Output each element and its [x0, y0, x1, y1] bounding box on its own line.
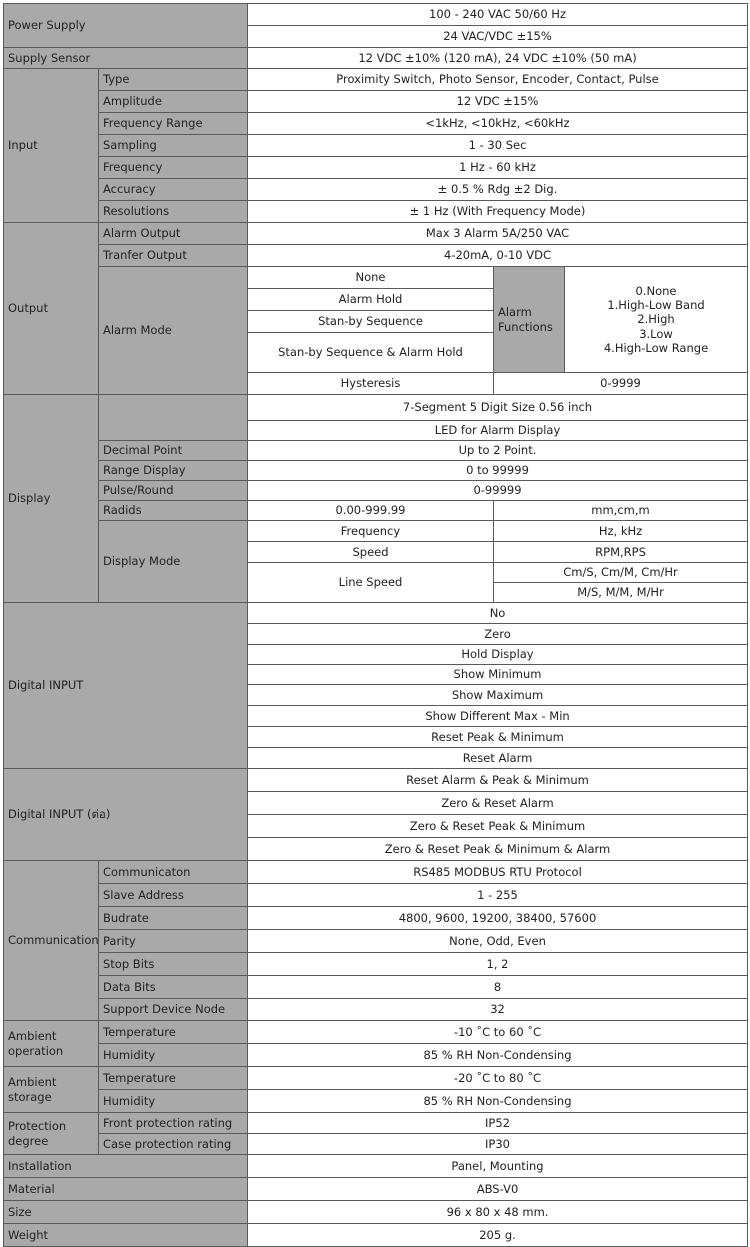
alarm-function-item: 1.High-Low Band: [607, 297, 705, 312]
spec-value: 1 Hz - 60 kHz: [248, 157, 748, 179]
spec-value: IP30: [248, 1134, 748, 1155]
spec-value: 12 VDC ±15%: [248, 91, 748, 113]
section-label: Protection degree: [4, 1113, 99, 1155]
table-row: [4, 91, 748, 113]
spec-value: Hold Display: [248, 645, 748, 665]
spec-value: Up to 2 Point.: [248, 441, 748, 461]
section-label: Output: [4, 223, 99, 395]
spec-value: No: [248, 603, 748, 624]
table-row: [4, 135, 748, 157]
spec-label: Budrate: [99, 907, 248, 930]
spec-value: Zero: [248, 624, 748, 645]
spec-value: Max 3 Alarm 5A/250 VAC: [248, 223, 748, 245]
spec-value: 4800, 9600, 19200, 38400, 57600: [248, 907, 748, 930]
table-row: [4, 245, 748, 267]
display-mode-unit: RPM,RPS: [494, 542, 748, 563]
spec-label: Frequency: [99, 157, 248, 179]
spec-value: Show Different Max - Min: [248, 706, 748, 727]
alarm-mode-value: Stan-by Sequence: [248, 311, 494, 333]
spec-label: Parity: [99, 930, 248, 953]
spec-value: Reset Alarm & Peak & Minimum: [248, 769, 748, 792]
spec-value: 7-Segment 5 Digit Size 0.56 inch: [248, 395, 748, 421]
section-label: Input: [4, 69, 99, 223]
table-row: [4, 1090, 748, 1113]
spec-value: 4-20mA, 0-10 VDC: [248, 245, 748, 267]
table-row: [4, 267, 748, 289]
table-row: [4, 1155, 748, 1178]
spec-label: Decimal Point: [99, 441, 248, 461]
spec-value: -10 ˚C to 60 ˚C: [248, 1021, 748, 1044]
table-row: [4, 999, 748, 1021]
spec-value: Zero & Reset Peak & Minimum & Alarm: [248, 838, 748, 861]
spec-label: Radids: [99, 501, 248, 521]
spec-label: Communicaton: [99, 861, 248, 884]
spec-label: [99, 395, 248, 441]
spec-label: Pulse/Round: [99, 481, 248, 501]
spec-value: 0.00-999.99: [248, 501, 494, 521]
spec-label: Sampling: [99, 135, 248, 157]
alarm-function-item: 3.Low: [639, 326, 673, 341]
spec-label: Alarm Output: [99, 223, 248, 245]
spec-value: Reset Peak & Minimum: [248, 727, 748, 748]
table-row: [4, 953, 748, 976]
alarm-mode-value: None: [248, 267, 494, 289]
spec-label: Humidity: [99, 1044, 248, 1067]
table-row: [4, 481, 748, 501]
alarm-mode-value: Alarm Hold: [248, 289, 494, 311]
table-row: [4, 113, 748, 135]
spec-value: 32: [248, 999, 748, 1021]
table-row: [4, 976, 748, 999]
spec-value: ± 0.5 % Rdg ±2 Dig.: [248, 179, 748, 201]
display-mode-value: Speed: [248, 542, 494, 563]
spec-value: 8: [248, 976, 748, 999]
table-row: [4, 4, 748, 26]
spec-table: [3, 3, 748, 1247]
spec-value: Show Minimum: [248, 665, 748, 685]
table-row: [4, 1113, 748, 1134]
display-mode-unit: Hz, kHz: [494, 521, 748, 542]
spec-value: RS485 MODBUS RTU Protocol: [248, 861, 748, 884]
spec-label: Stop Bits: [99, 953, 248, 976]
spec-value: ABS-V0: [248, 1178, 748, 1201]
section-label: Power Supply: [4, 4, 248, 48]
table-row: [4, 1178, 748, 1201]
table-row: [4, 395, 748, 421]
table-row: [4, 1021, 748, 1044]
spec-value: 1 - 255: [248, 884, 748, 907]
alarm-functions-list: [565, 267, 748, 373]
table-row: [4, 861, 748, 884]
section-label: Digital INPUT: [4, 603, 248, 769]
spec-label: Accuracy: [99, 179, 248, 201]
alarm-function-item: 4.High-Low Range: [603, 341, 709, 356]
section-label: Display: [4, 395, 99, 603]
spec-label: Amplitude: [99, 91, 248, 113]
spec-value: 0-99999: [248, 481, 748, 501]
spec-label: Humidity: [99, 1090, 248, 1113]
spec-value: Reset Alarm: [248, 748, 748, 769]
spec-value: <1kHz, <10kHz, <60kHz: [248, 113, 748, 135]
table-row: [4, 461, 748, 481]
table-row: [4, 603, 748, 624]
spec-value: 1 - 30 Sec: [248, 135, 748, 157]
spec-value: 12 VDC ±10% (120 mA), 24 VDC ±10% (50 mA): [248, 48, 748, 69]
alarm-function-item: 2.High: [637, 312, 675, 327]
table-row: [4, 1134, 748, 1155]
table-row: [4, 179, 748, 201]
section-label: Installation: [4, 1155, 248, 1178]
display-mode-value: Frequency: [248, 521, 494, 542]
section-label: Weight: [4, 1224, 248, 1247]
table-row: [4, 201, 748, 223]
alarm-functions-label: Alarm Functions: [494, 267, 565, 373]
table-row: [4, 1224, 748, 1247]
spec-value: Panel, Mounting: [248, 1155, 748, 1178]
table-row: [4, 501, 748, 521]
section-label: Digital INPUT (ต่อ): [4, 769, 248, 861]
table-row: [4, 1201, 748, 1224]
spec-value: Zero & Reset Alarm: [248, 792, 748, 815]
display-mode-value: Line Speed: [248, 563, 494, 603]
table-row: [4, 769, 748, 792]
spec-label: Tranfer Output: [99, 245, 248, 267]
spec-label: Case protection rating: [99, 1134, 248, 1155]
section-label: Ambient storage: [4, 1067, 99, 1113]
spec-value: None, Odd, Even: [248, 930, 748, 953]
section-label: Supply Sensor: [4, 48, 248, 69]
table-row: [4, 223, 748, 245]
alarm-function-item: 0.None: [635, 283, 677, 298]
spec-value: 1, 2: [248, 953, 748, 976]
spec-value: Proximity Switch, Photo Sensor, Encoder, Contact, Pulse: [248, 69, 748, 91]
table-row: [4, 884, 748, 907]
table-row: [4, 69, 748, 91]
alarm-mode-value: Stan-by Sequence & Alarm Hold: [248, 333, 494, 373]
hysteresis-label: Hysteresis: [248, 373, 494, 395]
spec-value: LED for Alarm Display: [248, 421, 748, 441]
display-mode-unit: M/S, M/M, M/Hr: [494, 583, 748, 603]
spec-label: Type: [99, 69, 248, 91]
table-row: [4, 441, 748, 461]
spec-label: Alarm Mode: [99, 267, 248, 395]
section-label: Ambient operation: [4, 1021, 99, 1067]
spec-label: Resolutions: [99, 201, 248, 223]
spec-value: Zero & Reset Peak & Minimum: [248, 815, 748, 838]
table-row: [4, 1067, 748, 1090]
spec-value: -20 ˚C to 80 ˚C: [248, 1067, 748, 1090]
section-label: Material: [4, 1178, 248, 1201]
table-row: [4, 521, 748, 542]
section-label: Communication: [4, 861, 99, 1021]
spec-label: Front protection rating: [99, 1113, 248, 1134]
table-row: [4, 1044, 748, 1067]
spec-value: IP52: [248, 1113, 748, 1134]
spec-label: Range Display: [99, 461, 248, 481]
spec-value: 24 VAC/VDC ±15%: [248, 26, 748, 48]
spec-value: 100 - 240 VAC 50/60 Hz: [248, 4, 748, 26]
spec-label: Support Device Node: [99, 999, 248, 1021]
spec-value: 96 x 80 x 48 mm.: [248, 1201, 748, 1224]
spec-value: 85 % RH Non-Condensing: [248, 1044, 748, 1067]
table-row: [4, 907, 748, 930]
spec-value: 0 to 99999: [248, 461, 748, 481]
table-row: [4, 48, 748, 69]
spec-unit: mm,cm,m: [494, 501, 748, 521]
table-row: [4, 157, 748, 179]
hysteresis-value: 0-9999: [494, 373, 748, 395]
spec-label: Slave Address: [99, 884, 248, 907]
section-label: Size: [4, 1201, 248, 1224]
spec-label: Display Mode: [99, 521, 248, 603]
spec-label: Data Bits: [99, 976, 248, 999]
spec-value: Show Maximum: [248, 685, 748, 706]
spec-label: Temperature: [99, 1021, 248, 1044]
spec-label: Temperature: [99, 1067, 248, 1090]
table-row: [4, 930, 748, 953]
spec-label: Frequency Range: [99, 113, 248, 135]
display-mode-unit: Cm/S, Cm/M, Cm/Hr: [494, 563, 748, 583]
spec-value: ± 1 Hz (With Frequency Mode): [248, 201, 748, 223]
spec-value: 85 % RH Non-Condensing: [248, 1090, 748, 1113]
spec-value: 205 g.: [248, 1224, 748, 1247]
